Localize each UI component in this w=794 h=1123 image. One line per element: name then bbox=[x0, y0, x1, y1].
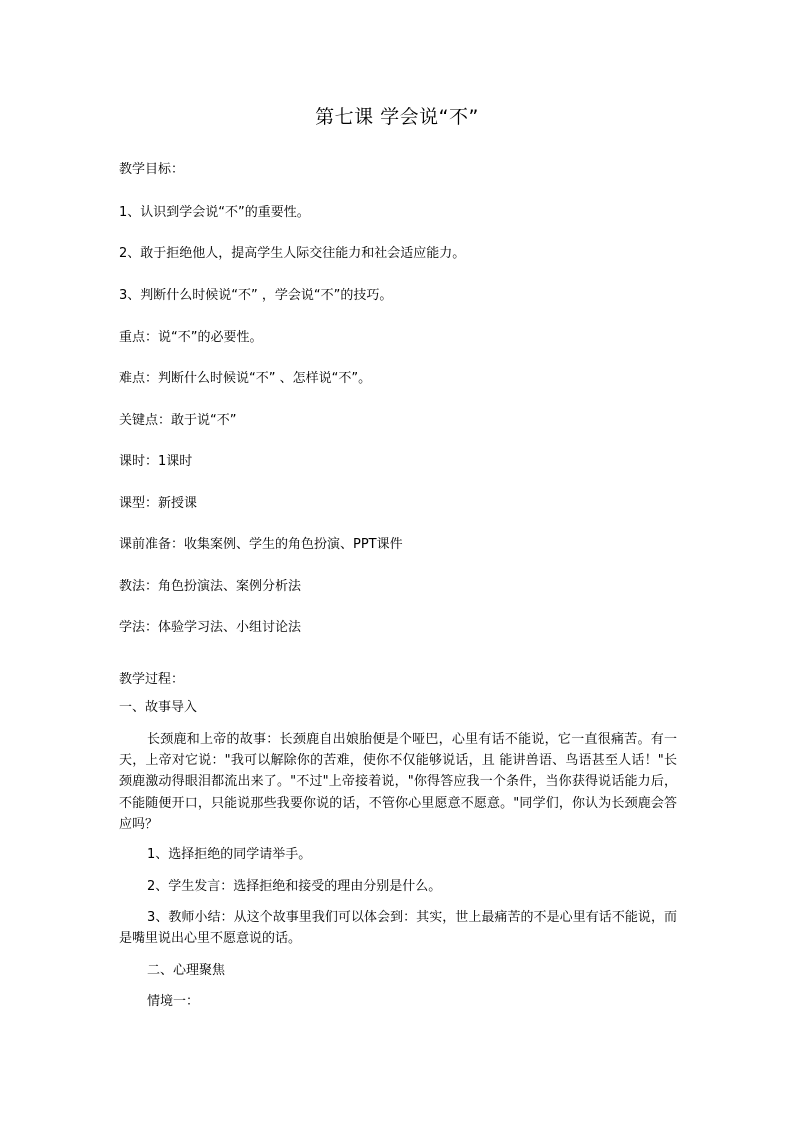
objective-item: 2、敢于拒绝他人，提高学生人际交往能力和社会适应能力。 bbox=[119, 246, 466, 261]
section-heading: 二、心理聚焦 bbox=[147, 963, 226, 978]
step-item: 2、学生发言：选择拒绝和接受的理由分别是什么。 bbox=[147, 879, 442, 894]
objective-item: 3、判断什么时候说“不” ，学会说“不”的技巧。 bbox=[119, 288, 393, 303]
learning-methods: 学法：体验学习法、小组讨论法 bbox=[119, 620, 302, 635]
document-title: 第七课 学会说“不” bbox=[315, 106, 479, 128]
crux: 关键点：敢于说“不” bbox=[119, 413, 237, 428]
teaching-methods: 教法：角色扮演法、案例分析法 bbox=[119, 579, 302, 594]
preparation: 课前准备：收集案例、学生的角色扮演、PPT课件 bbox=[119, 537, 403, 552]
difficulty: 难点：判断什么时候说“不” 、怎样说“不”。 bbox=[119, 371, 372, 386]
section-heading: 一、故事导入 bbox=[119, 700, 198, 715]
period: 课时：1课时 bbox=[119, 454, 193, 469]
summary-paragraph: 3、教师小结：从这个故事里我们可以体会到：其实，世上最痛苦的不是心里有话不能说，而是嘴里说出心里不愿意说的话。 bbox=[119, 910, 677, 947]
lesson-type: 课型：新授课 bbox=[119, 496, 198, 511]
objective-item: 1、认识到学会说“不”的重要性。 bbox=[119, 205, 310, 220]
key-point: 重点：说“不”的必要性。 bbox=[119, 330, 263, 345]
objectives-heading: 教学目标： bbox=[119, 162, 185, 177]
story-paragraph: 长颈鹿和上帝的故事：长颈鹿自出娘胎便是个哑巴，心里有话不能说，它一直很痛苦。有一天，上帝对它说："我可以解除你的苦难，使你不仅能够说话，且 能讲兽语、鸟语甚至人话！"长颈鹿激动得眼泪都流出来了。"不过"上帝接着说，"你得答应我一个条件，当你获得说话能力后，不能随便开口，只能说那些我要你说的话，不管你心里愿意不愿意。"同学们，你认为长颈鹿会答应吗？ bbox=[119, 732, 677, 832]
step-item: 1、选择拒绝的同学请举手。 bbox=[147, 847, 312, 862]
scenario-label: 情境一： bbox=[147, 994, 200, 1009]
process-heading: 教学过程： bbox=[119, 672, 185, 687]
